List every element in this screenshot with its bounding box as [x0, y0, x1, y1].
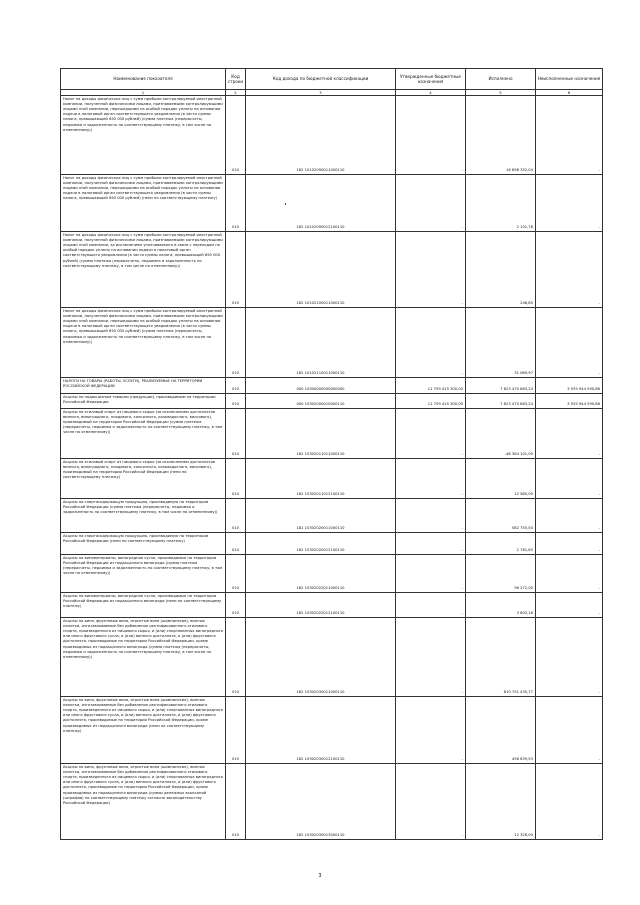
table-row	[61, 459, 603, 499]
row-code: 010	[226, 378, 246, 394]
table-row	[61, 308, 603, 378]
table-row	[61, 764, 603, 840]
row-exec: 2 761,63	[466, 533, 536, 555]
header-code: Код строки	[226, 69, 246, 90]
row-exec: 12 326,00	[466, 764, 536, 840]
row-exec: 810 751 435,77	[466, 618, 536, 697]
row-name: Акцизы на этиловый спирт из пищевого сырья (за исключением дистиллятов винного, виноградного, плодового, коньячного, кальвадосного, вискового), производимый на территории Российской Федерации (пени по соответствующему платежу)	[61, 459, 226, 499]
header-plan: Утвержденные бюджетные назначения	[396, 69, 466, 90]
table-row	[61, 378, 603, 394]
row-exec: 456 639,53	[466, 697, 536, 764]
column-number: 4	[396, 90, 466, 96]
row-code: 010	[226, 308, 246, 378]
header-unexec: Неисполненные назначения	[536, 69, 603, 90]
table-row	[61, 533, 603, 555]
row-exec: 2 101,78	[466, 175, 536, 232]
row-bk: 182 10102090012100110	[246, 175, 396, 232]
row-name: Налог на доходы физических лиц с сумм прибыли контролируемой иностранной компании, полученной физическими лицами, признаваемыми контролирующими лицами этой компании, за исключением уплачиваемого в связи с переходом на особый порядок уплаты на основании подачи в налоговый орган соответствующего уведомления (в части суммы налога, превышающей 650 000 рублей) (сумма платежа (перерасчеты, недоимка и задолженность по соответствующему платежу, в том числе по отмененному))	[61, 232, 226, 308]
row-plan: -	[396, 764, 466, 840]
row-bk: 182 10302030013000110	[246, 764, 396, 840]
row-exec: 16 898 332,04	[466, 96, 536, 175]
row-plan: -	[396, 499, 466, 533]
row-plan: -	[396, 96, 466, 175]
column-number: 5	[466, 90, 536, 96]
row-code: 010	[226, 555, 246, 593]
row-name: Акцизы на виноматериалы, виноградное сусло, производимые на территории Российской Федерации из подакцизного винограда (сумма платежа (перерасчеты, недоимка и задолженность по соответствующему платежу, в том числе по отмененному))	[61, 555, 226, 593]
row-name: Налог на доходы физических лиц с сумм прибыли контролируемой иностранной компании, полученной физическими лицами, признаваемыми контролирующими лицами этой компании, перешедшими на особый порядок уплаты на основании подачи в налоговый орган соответствующего уведомления (в части суммы налога, превышающей 650 000 рублей) (пени по соответствующему платежу)	[61, 175, 226, 232]
row-unexec: 3 935 944 590,86	[536, 378, 603, 394]
row-plan: -	[396, 533, 466, 555]
row-unexec: -	[536, 308, 603, 378]
row-name: НАЛОГИ НА ТОВАРЫ (РАБОТЫ, УСЛУГИ), РЕАЛИЗУЕМЫЕ НА ТЕРРИТОРИИ РОССИЙСКОЙ ФЕДЕРАЦИИ	[61, 378, 226, 394]
table-row	[61, 394, 603, 409]
row-plan: -	[396, 459, 466, 499]
row-bk: 182 10302011012100110	[246, 459, 396, 499]
row-bk: 182 10302022012100110	[246, 593, 396, 618]
row-exec: -46 384 101,00	[466, 409, 536, 459]
table-row	[61, 409, 603, 459]
table-row	[61, 232, 603, 308]
row-exec: 7 823 470 863,24	[466, 378, 536, 394]
row-code: 010	[226, 533, 246, 555]
table-row	[61, 175, 603, 232]
row-plan: 11 759 415 300,00	[396, 394, 466, 409]
row-code: 010	[226, 96, 246, 175]
row-bk: 000 10300000000000000	[246, 378, 396, 394]
row-code: 010	[226, 394, 246, 409]
row-bk: 182 10302030012100110	[246, 697, 396, 764]
row-plan: -	[396, 308, 466, 378]
row-bk: 182 10102100011000110	[246, 232, 396, 308]
row-name: Акцизы по подакцизным товарам (продукции), производимым на территории Российской Федерации	[61, 394, 226, 409]
row-plan: -	[396, 232, 466, 308]
row-code: 010	[226, 459, 246, 499]
table-row	[61, 499, 603, 533]
row-plan: -	[396, 618, 466, 697]
row-exec: 246,85	[466, 232, 536, 308]
header-row	[61, 69, 603, 90]
column-number: 3	[246, 90, 396, 96]
column-number: 1	[61, 90, 226, 96]
row-name: Акцизы на спиртосодержащую продукцию, производимую на территории Российской Федерации (пени по соответствующему платежу)	[61, 533, 226, 555]
row-code: 010	[226, 499, 246, 533]
table-row	[61, 555, 603, 593]
row-plan: -	[396, 175, 466, 232]
row-code: 010	[226, 232, 246, 308]
row-code: 010	[226, 593, 246, 618]
row-plan: -	[396, 409, 466, 459]
row-exec: 31 069,97	[466, 308, 536, 378]
row-plan: -	[396, 697, 466, 764]
row-unexec: -	[536, 175, 603, 232]
row-name: Акцизы на вина, фруктовые вина, игристые вина (шампанские), винные напитки, изготавливаемые без добавления ректификованного этилового спирта, произведенного из пищевого сырья, и (или) спиртованных виноградного или иного фруктового сусла, и (или) винного дистиллята, и (или) фруктового дистиллята, производимые на территории Российской Федерации, кроме производимых из подакцизного винограда (пени по соответствующему платежу)	[61, 697, 226, 764]
row-unexec: -	[536, 409, 603, 459]
report-sheet	[60, 68, 602, 840]
row-exec: 7 823 470 863,24	[466, 394, 536, 409]
row-unexec: -	[536, 96, 603, 175]
row-name: Налог на доходы физических лиц с сумм прибыли контролируемой иностранной компании, полученной физическими лицами, признаваемыми контролирующими лицами этой компании, перешедшими на особый порядок уплаты на основании подачи в налоговый орган соответствующего уведомления (в части суммы налога, превышающей 650 000 рублей) (сумма платежа (перерасчеты, недоимка и задолженность по соответствующему платежу, в том числе по отмененному))	[61, 96, 226, 175]
row-bk: 000 10302000010000110	[246, 394, 396, 409]
column-number: 2	[226, 90, 246, 96]
row-bk: 182 10302020011000110	[246, 499, 396, 533]
row-unexec: -	[536, 499, 603, 533]
row-plan: -	[396, 555, 466, 593]
row-bk: 182 10302011011000110	[246, 409, 396, 459]
row-code: 010	[226, 409, 246, 459]
stray-dot	[285, 203, 286, 205]
row-plan: -	[396, 593, 466, 618]
row-unexec: -	[536, 232, 603, 308]
row-name: Акцизы на этиловый спирт из пищевого сырья (за исключением дистиллятов винного, виноградного, плодового, коньячного, кальвадосного, вискового), производимый на территории Российской Федерации (сумма платежа (перерасчеты, недоимка и задолженность по соответствующему платежу, в том числе по отмененному))	[61, 409, 226, 459]
row-name: Налог на доходы физических лиц с сумм прибыли контролируемой иностранной компании, полученной физическими лицами, признаваемыми контролирующими лицами этой компании, перешедшими на особый порядок уплаты на основании подачи в налоговый орган соответствующего уведомления (в части суммы налога, превышающей 650 000 рублей) (сумма платежа (перерасчеты, недоимка и задолженность по соответствующему платежу, в том числе по отмененному))	[61, 308, 226, 378]
row-unexec: -	[536, 593, 603, 618]
row-name: Акцизы на виноматериалы, виноградное сусло, производимые на территории Российской Федерации из подакцизного винограда (пени по соответствующему платежу)	[61, 593, 226, 618]
row-code: 010	[226, 697, 246, 764]
row-unexec: -	[536, 764, 603, 840]
row-unexec: 3 935 944 590,86	[536, 394, 603, 409]
row-code: 010	[226, 618, 246, 697]
row-unexec: -	[536, 697, 603, 764]
column-number: 6	[536, 90, 603, 96]
header-name: Наименование показателя	[61, 69, 226, 90]
row-code: 010	[226, 764, 246, 840]
row-exec: 96 272,00	[466, 555, 536, 593]
table-row	[61, 593, 603, 618]
page-number: 3	[318, 873, 322, 879]
row-name: Акцизы на вина, фруктовые вина, игристые вина (шампанские), винные напитки, изготавливаемые без добавления ректификованного этилового спирта, произведенного из пищевого сырья, и (или) спиртованных виноградного или иного фруктового сусла, и (или) винного дистиллята, и (или) фруктового дистиллята, производимые на территории Российской Федерации, кроме производимых из подакцизного винограда (суммы денежных взысканий (штрафов) по соответствующему платежу согласно законодательству Российской Федерации)	[61, 764, 226, 840]
header-bk: Код дохода по бюджетной классификации	[246, 69, 396, 90]
row-name: Акцизы на спиртосодержащую продукцию, производимую на территории Российской Федерации (сумма платежа (перерасчеты, недоимка и задолженность по соответствующему платежу, в том числе по отмененному))	[61, 499, 226, 533]
row-bk: 182 10102090011000110	[246, 96, 396, 175]
table-row	[61, 618, 603, 697]
row-bk: 182 10102110011000110	[246, 308, 396, 378]
table-row	[61, 96, 603, 175]
row-bk: 182 10302022011000110	[246, 555, 396, 593]
row-unexec: -	[536, 555, 603, 593]
row-exec: 12 580,00	[466, 459, 536, 499]
row-bk: 182 10302020012100110	[246, 533, 396, 555]
row-exec: 3 603,16	[466, 593, 536, 618]
table-row	[61, 697, 603, 764]
row-code: 010	[226, 175, 246, 232]
row-plan: 11 759 415 300,00	[396, 378, 466, 394]
income-execution-table	[60, 68, 603, 840]
header-exec: Исполнено	[466, 69, 536, 90]
row-bk: 182 10302030011000110	[246, 618, 396, 697]
row-unexec: -	[536, 618, 603, 697]
row-unexec: -	[536, 459, 603, 499]
row-exec: 582 755,50	[466, 499, 536, 533]
row-name: Акцизы на вина, фруктовые вина, игристые вина (шампанские), винные напитки, изготавливаемые без добавления ректификованного этилового спирта, произведенного из пищевого сырья, и (или) спиртованных виноградного или иного фруктового сусла, и (или) винного дистиллята, и (или) фруктового дистиллята, производимые на территории Российской Федерации, кроме производимых из подакцизного винограда (сумма платежа (перерасчеты, недоимка и задолженность по соответствующему платежу, в том числе по отмененному))	[61, 618, 226, 697]
row-unexec: -	[536, 533, 603, 555]
